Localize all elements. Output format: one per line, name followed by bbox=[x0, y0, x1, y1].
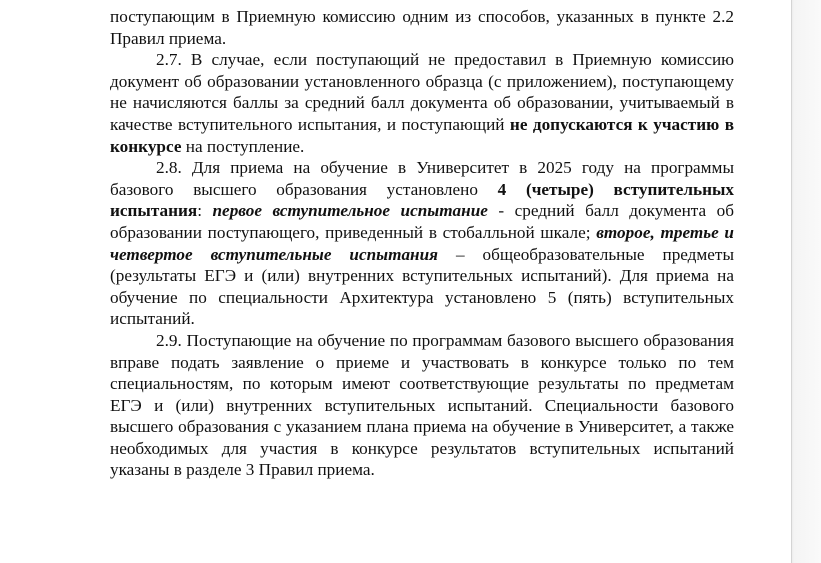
paragraph-text: поступающим в Приемную комиссию одним из способов, указанных в пункте 2.2 Правил приема. bbox=[110, 7, 734, 48]
clause-number: 2.9. bbox=[156, 330, 182, 350]
paragraph-text: В случае, если поступающий не предоставил в Приемную комиссию документ об образовании установленного образца (с приложением), поступающему не начисляются баллы за средний балл документа об образовании, учитываемый в качестве вступительного испытания, и поступающий bbox=[110, 50, 734, 134]
paragraph-2-8 bbox=[110, 157, 734, 330]
paragraph-text: : bbox=[197, 201, 213, 221]
paragraph-2-9 bbox=[110, 330, 734, 481]
page-edge-shadow bbox=[791, 0, 821, 563]
paragraph-text: Для приема на обучение в Университет в 2025 году на программы базового высшего образования установлено bbox=[110, 158, 734, 199]
paragraph-text: - средний балл документа об образовании поступающего, приведенный в стобалльной шкале; bbox=[110, 201, 734, 242]
paragraph-text: – общеобразовательные предметы (результаты ЕГЭ и (или) внутренних вступительных испытаний). Для приема на обучение по специальности Архитектура установлено 5 (пять) вступительных испытаний. bbox=[110, 244, 734, 329]
bold-italic-emphasis: второе, третье и четвертое вступительные испытания bbox=[110, 222, 734, 264]
clause-number: 2.7. bbox=[156, 50, 182, 70]
bold-italic-emphasis: первое вступительное испытание bbox=[212, 201, 488, 221]
paragraph-text: на поступление. bbox=[181, 136, 305, 156]
paragraph-text: Поступающие на обучение по программам базового высшего образования вправе подать заявление о приеме и участвовать в конкурсе только по тем специальностям, по которым имеют соответствующие результаты по предметам ЕГЭ и (или) внутренних вступительных испытаний. Специальности базового высшего образования с указанием плана приема на обучение в Университет, а также необходимых для участия в конкурсе результатов вступительных испытаний указаны в разделе 3 Правил приема. bbox=[110, 330, 734, 480]
paragraph-continuation bbox=[110, 6, 734, 49]
clause-number: 2.8. bbox=[156, 158, 182, 178]
paragraph-2-7 bbox=[110, 49, 734, 157]
bold-emphasis: не допускаются к участию в конкурсе bbox=[110, 114, 734, 156]
document-body bbox=[110, 6, 734, 481]
bold-emphasis: 4 (четыре) вступительных испытания bbox=[110, 179, 734, 221]
